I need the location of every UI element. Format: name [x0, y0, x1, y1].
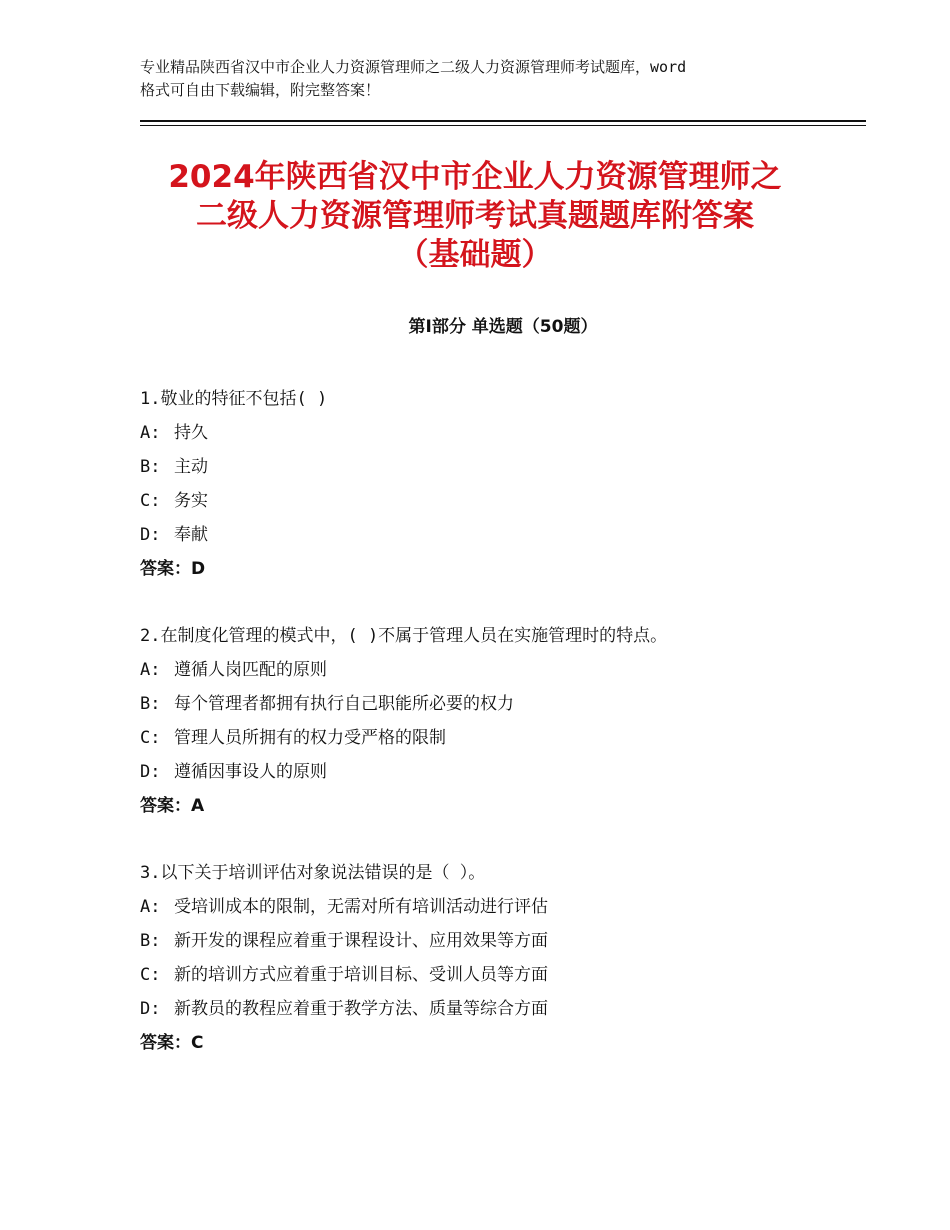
question-1	[140, 382, 866, 586]
option-label: D:	[140, 525, 161, 545]
question-list	[140, 382, 866, 1093]
option-label: C:	[140, 965, 161, 985]
option-text: 管理人员所拥有的权力受严格的限制	[174, 728, 446, 748]
option-text: 每个管理者都拥有执行自己职能所必要的权力	[174, 694, 514, 714]
question-2	[140, 619, 866, 823]
answer-line: 答案：D	[140, 559, 206, 579]
header-rule-thin	[140, 125, 866, 126]
option-label: A:	[140, 423, 161, 443]
option-a	[140, 653, 866, 687]
question-stem: 2.在制度化管理的模式中，( )不属于管理人员在实施管理时的特点。	[140, 626, 668, 646]
option-b	[140, 687, 866, 721]
option-d	[140, 992, 866, 1026]
option-c	[140, 958, 866, 992]
option-b	[140, 450, 866, 484]
title-line-2: 二级人力资源管理师考试真题题库附答案	[196, 198, 754, 234]
option-label: A:	[140, 660, 161, 680]
option-a	[140, 416, 866, 450]
option-label: C:	[140, 491, 161, 511]
option-text: 主动	[174, 457, 208, 477]
answer-line: 答案：A	[140, 796, 205, 816]
header-note	[140, 56, 820, 102]
option-text: 受培训成本的限制，无需对所有培训活动进行评估	[174, 897, 548, 917]
title-line-3: （基础题）	[397, 237, 553, 273]
option-label: B:	[140, 457, 161, 477]
option-text: 遵循人岗匹配的原则	[174, 660, 327, 680]
option-label: A:	[140, 897, 161, 917]
title-line-1: 2024年陕西省汉中市企业人力资源管理师之	[168, 159, 782, 195]
option-label: D:	[140, 999, 161, 1019]
option-d	[140, 518, 866, 552]
option-c	[140, 721, 866, 755]
option-label: B:	[140, 931, 161, 951]
question-3	[140, 856, 866, 1060]
option-text: 新开发的课程应着重于课程设计、应用效果等方面	[174, 931, 548, 951]
header-note-line-2: 格式可自由下载编辑，附完整答案！	[140, 81, 381, 99]
question-stem: 3.以下关于培训评估对象说法错误的是（ ）。	[140, 863, 486, 883]
document-title	[100, 158, 850, 275]
option-text: 持久	[174, 423, 208, 443]
option-label: B:	[140, 694, 161, 714]
option-a	[140, 890, 866, 924]
header-rule-thick	[140, 120, 866, 122]
option-text: 务实	[174, 491, 208, 511]
answer-line: 答案：C	[140, 1033, 204, 1053]
question-stem: 1.敬业的特征不包括( )	[140, 389, 328, 409]
option-label: D:	[140, 762, 161, 782]
option-b	[140, 924, 866, 958]
option-d	[140, 755, 866, 789]
option-c	[140, 484, 866, 518]
option-label: C:	[140, 728, 161, 748]
option-text: 奉献	[174, 525, 208, 545]
option-text: 新教员的教程应着重于教学方法、质量等综合方面	[174, 999, 548, 1019]
header-note-line-1: 专业精品陕西省汉中市企业人力资源管理师之二级人力资源管理师考试题库，word	[140, 58, 687, 76]
option-text: 新的培训方式应着重于培训目标、受训人员等方面	[174, 965, 548, 985]
option-text: 遵循因事设人的原则	[174, 762, 327, 782]
section-heading: 第Ⅰ部分 单选题（50题）	[408, 317, 598, 337]
